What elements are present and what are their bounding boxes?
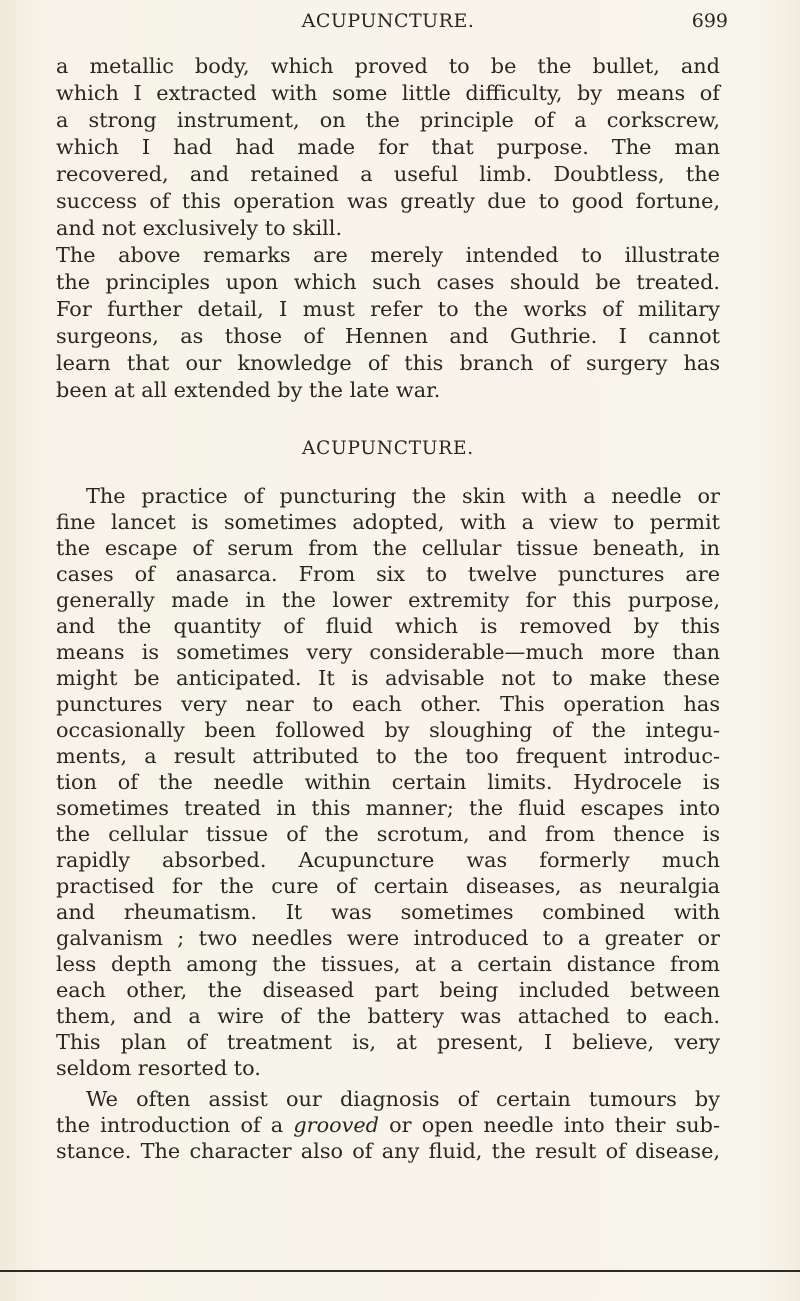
text-line: the cellular tissue of the scrotum, and from thence is [56,822,720,846]
text-line: a metallic body, which proved to be the bullet, and [56,54,720,78]
text-line: recovered, and retained a useful limb. Doubtless, the [56,162,720,186]
text-line: punctures very near to each other. This operation has [56,692,720,716]
text-line: galvanism ; two needles were introduced to a greater or [56,926,720,950]
text-line: learn that our knowledge of this branch of surgery has [56,351,720,375]
text-line: and rheumatism. It was sometimes combined with [56,900,720,924]
text-line: seldom resorted to. [56,1056,261,1080]
text-line: each other, the diseased part being included between [56,978,720,1002]
text-line: rapidly absorbed. Acupuncture was formerly much [56,848,720,872]
text-line: We often assist our diagnosis of certain tumours by [86,1087,720,1111]
running-head: ACUPUNCTURE. [301,10,475,32]
page-number: 699 [691,10,728,32]
text-line: which I extracted with some little difficulty, by means of [56,81,720,105]
text-line: and not exclusively to skill. [56,216,343,240]
text-line: fine lancet is sometimes adopted, with a view to permit [56,510,720,534]
text-line: might be anticipated. It is advisable not to make these [56,666,720,690]
text-line: For further detail, I must refer to the works of military [56,297,720,321]
text-line: less depth among the tissues, at a certain distance from [56,952,720,976]
section-heading: ACUPUNCTURE. [301,438,474,459]
text-line: cases of anasarca. From six to twelve punctures are [56,562,720,586]
text-line: tion of the needle within certain limits. Hydrocele is [56,770,720,794]
text-line: The above remarks are merely intended to illustrate [56,243,720,267]
text-line: the escape of serum from the cellular tissue beneath, in [56,536,720,560]
text-line: practised for the cure of certain diseases, as neuralgia [56,874,720,898]
bottom-edge-rule [0,1270,800,1272]
text-line: ments, a result attributed to the too frequent introduc- [56,744,720,768]
text-line: them, and a wire of the battery was attached to each. [56,1004,720,1028]
text-line: sometimes treated in this manner; the fluid escapes into [56,796,720,820]
text-line: and the quantity of fluid which is removed by this [56,614,720,638]
page-header [56,10,728,40]
italic-word: grooved [293,1113,379,1137]
text-fragment: the introduction of a [56,1113,284,1137]
text-line: generally made in the lower extremity for this purpose, [56,588,720,612]
text-line: The practice of puncturing the skin with a needle or [86,484,720,508]
text-line: the principles upon which such cases should be treated. [56,270,720,294]
text-line: This plan of treatment is, at present, I believe, very [56,1030,720,1054]
text-line: success of this operation was greatly due to good fortune, [56,189,720,213]
text-line: which I had had made for that purpose. The man [56,135,720,159]
text-line: stance. The character also of any fluid, the result of disease, [56,1139,720,1163]
text-line: a strong instrument, on the principle of a corkscrew, [56,108,720,132]
text-line: surgeons, as those of Hennen and Guthrie. I cannot [56,324,720,348]
text-line: means is sometimes very considerable—much more than [56,640,720,664]
text-fragment: or open needle into their sub- [389,1113,720,1137]
text-line: been at all extended by the late war. [56,378,441,402]
text-line: occasionally been followed by sloughing of the integu- [56,718,720,742]
text-line [56,1112,720,1138]
